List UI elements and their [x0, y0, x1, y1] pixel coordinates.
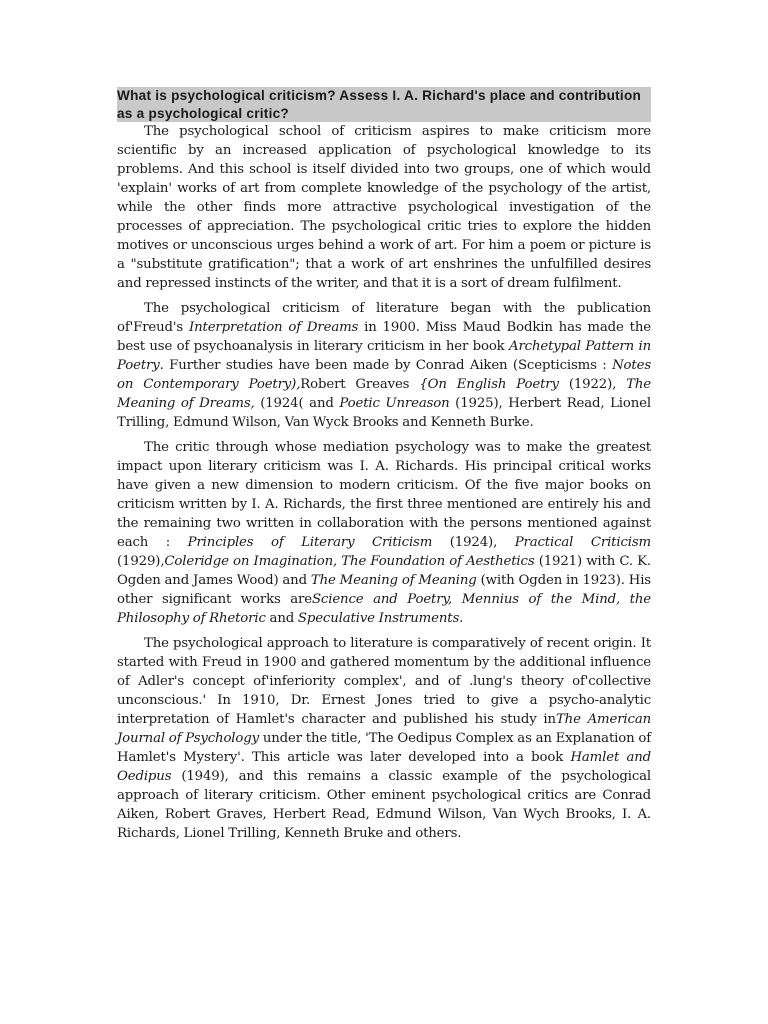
- text-run: The psychological criticism of literature began with the publication of'Freud's: [117, 301, 651, 335]
- italic-title: Interpretation of Dreams: [189, 320, 359, 335]
- paragraph-1: [117, 122, 651, 293]
- text-run: (1949), and this remains a classic example of the psychological approach of literary criticism. Other eminent psychological critics are Conrad Aiken, Robert Graves, Herbert Read, Edmund Wilson, Van Wych Brooks, I. A. Richards, Lionel Trilling, Kenneth Bruke and others.: [117, 769, 651, 841]
- question-heading: What is psychological criticism? Assess I. A. Richard's place and contribution as a psychological critic?: [117, 87, 651, 122]
- text-run: .: [459, 611, 464, 626]
- text-run: under the title, 'The Oedipus Complex as an Explanation of Hamlet's Mystery'. This article was later developed into a book: [117, 731, 651, 765]
- text-run: (1925), Herbert Read, Lionel Trilling, Edmund Wilson, Van Wyck Brooks and Kenneth Burke.: [117, 396, 651, 430]
- text-run: and: [265, 611, 298, 626]
- italic-title: Speculative Instruments: [297, 611, 460, 626]
- essay-paragraphs: [117, 122, 651, 843]
- text-run: in 1900. Miss Maud Bodkin has made the best use of psychoanalysis in literary criticism in her book: [117, 320, 651, 354]
- paragraph-3: [117, 438, 651, 628]
- text-run: The critic through whose mediation psychology was to make the greatest impact upon literary criticism was I. A. Richards. His principal critical works have given a new dimension to modern criticism. Of the five major books on criticism written by I. A. Richards, the first three mentioned are entirely his and the remaining two written in collaboration with the persons mentioned against each :: [117, 440, 651, 550]
- italic-title: {On English Poetry: [419, 377, 559, 392]
- text-run: The psychological school of criticism aspires to make criticism more scientific by an increased application of psychological knowledge to its problems. And this school is itself divided into two groups, one of which would 'explain' works of art from complete knowledge of the psychology of the artist, while the other finds more attractive psychological investigation of the processes of appreciation. The psychological critic tries to explore the hidden motives or unconscious urges behind a work of art. For him a poem or picture is a "substitute gratification"; that a work of art enshrines the unfulfilled desires and repressed instincts of the writer, and that it is a sort of dream fulfilment.: [117, 124, 651, 291]
- text-run: . Further studies have been made by Conrad Aiken (Scepticisms :: [159, 358, 613, 373]
- italic-title: Archetypal Pattern in Poetry: [117, 339, 651, 373]
- italic-title: Coleridge on Imagination, The Foundation of Aesthetics: [164, 554, 535, 569]
- paragraph-2: [117, 299, 651, 432]
- italic-title: Notes on Contemporary Poetry),: [117, 358, 651, 392]
- italic-title: Principles of Literary Criticism: [187, 535, 433, 550]
- italic-title: The American Journal of Psychology: [117, 712, 652, 746]
- italic-title: Poetic Unreason: [339, 396, 450, 411]
- text-run: (1924( and: [254, 396, 340, 411]
- document-body: [117, 87, 651, 843]
- text-run: (1922),: [558, 377, 627, 392]
- text-run: (1929),: [117, 554, 165, 569]
- text-run: (1921) with C. K. Ogden and James Wood) and: [117, 554, 651, 588]
- paragraph-4: [117, 634, 651, 843]
- text-run: (1924),: [432, 535, 515, 550]
- text-run: The psychological approach to literature is comparatively of recent origin. It started with Freud in 1900 and gathered momentum by the additional influence of Adler's concept of'inferiority complex', and of .lung's theory of'collective unconscious.' In 1910, Dr. Ernest Jones tried to give a psycho-analytic interpretation of Hamlet's character and published his study in: [117, 636, 651, 727]
- italic-title: Practical Criticism: [514, 535, 651, 550]
- italic-title: Hamlet and Oedipus: [117, 750, 651, 784]
- italic-title: The Meaning of Dreams,: [117, 377, 652, 411]
- italic-title: Science and Poetry, Mennius of the Mind, the Philosophy of Rhetoric: [117, 592, 651, 626]
- text-run: Robert Greaves: [300, 377, 420, 392]
- italic-title: The Meaning of Meaning: [310, 573, 477, 588]
- text-run: (with Ogden in 1923). His other significant works are: [117, 573, 651, 607]
